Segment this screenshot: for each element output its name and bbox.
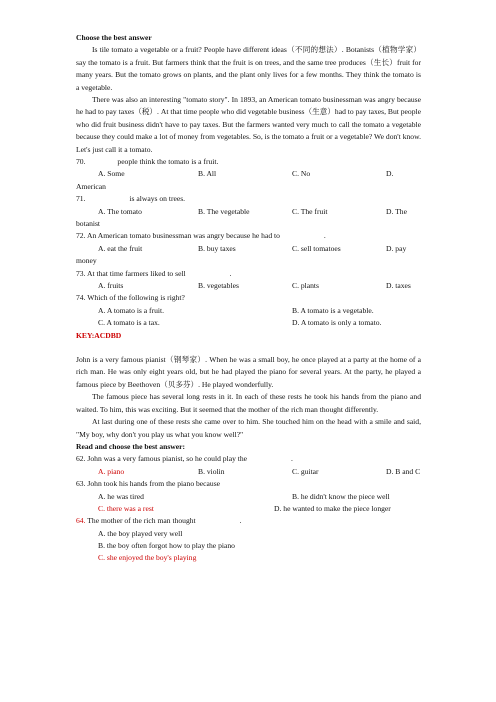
option-a: A. The tomato: [98, 206, 142, 216]
option-a: A. piano: [98, 466, 125, 476]
option-c: C. plants: [292, 281, 320, 291]
option-c: C. The fruit: [292, 206, 328, 216]
question-64: 64. The mother of the rich man thought .: [76, 516, 242, 526]
question-73: 73. At that time farmers liked to sell .: [76, 268, 232, 278]
option-c: C. guitar: [292, 466, 319, 476]
option-a: A. the boy played very well: [98, 528, 183, 538]
question-74: 74. Which of the following is right?: [76, 293, 185, 303]
option-a: A. he was tired: [98, 491, 144, 501]
options-74-row1: [76, 305, 421, 317]
option-c: C. sell tomatoes: [292, 243, 341, 253]
option-d: D. B and C: [386, 466, 421, 476]
section-heading-1: Choose the best answer: [76, 33, 152, 42]
option-d: D. A tomato is only a tomato.: [292, 318, 382, 328]
option-b: B. the boy often forgot how to play the piano: [98, 541, 235, 551]
option-d-wrap: American: [76, 181, 106, 191]
answer-key: KEY:ACDBD: [76, 330, 122, 340]
option-d: D. he wanted to make the piece longer: [274, 503, 391, 513]
option-a: A. A tomato is a fruit.: [98, 305, 165, 315]
option-b: B. vegetables: [198, 281, 239, 291]
option-c: C. there was a rest: [98, 503, 154, 513]
option-a: A. eat the fruit: [98, 243, 143, 253]
passage1-paragraph-1: Is tile tomato a vegetable or a fruit? People have different ideas（不同的想法）. Botanists（植物学家）say the tomato is a fruit. But farmers think that the fruit is on trees, and the same tree produces（生长）fruit for many years. But the tomato grows on plants, and the plant only lives for a few months. They think the tomato is a vegetable.: [76, 45, 421, 92]
option-b: B. he didn't know the piece well: [292, 491, 390, 501]
option-d: D.: [386, 169, 394, 179]
option-c: C. A tomato is a tax.: [98, 318, 160, 328]
options-74-row2: [76, 317, 421, 329]
option-b: B. buy taxes: [198, 243, 236, 253]
option-c: C. she enjoyed the boy's playing: [98, 553, 197, 563]
options-72: [76, 243, 421, 255]
option-b: B. A tomato is a vegetable.: [292, 305, 374, 315]
question-62: 62. John was a very famous pianist, so he could play the .: [76, 454, 293, 464]
option-d-wrap: money: [76, 256, 97, 266]
option-d: D. taxes: [386, 281, 411, 291]
options-64-b: [76, 540, 421, 552]
passage2-paragraph-2: The famous piece has several long rests in it. In each of these rests he took his hands from the piano and waited. To him, this was exciting. But it seemed that the mother of the rich man thought differently.: [76, 392, 421, 414]
options-63-row2: [76, 503, 421, 515]
option-d-wrap: botanist: [76, 219, 101, 229]
options-62: [76, 466, 421, 478]
option-a: A. fruits: [98, 281, 124, 291]
option-b: B. The vegetable: [198, 206, 250, 216]
options-70: [76, 168, 421, 180]
option-c: C. No: [292, 169, 311, 179]
options-64-c: [76, 552, 421, 564]
question-70: 70. people think the tomato is a fruit.: [76, 157, 219, 167]
passage2-paragraph-1: John is a very famous pianist（钢琴家）. When he was a small boy, he once played at a party at the home of a rich man. He was only eight years old, but he had played the piano for several years. At the party, he played a famous piece by Beethoven（贝多芬）. He played wonderfully.: [76, 355, 421, 389]
question-71: 71. is always on trees.: [76, 194, 186, 204]
option-b: B. All: [198, 169, 217, 179]
option-d: D. The: [386, 206, 407, 216]
options-71: [76, 206, 421, 218]
question-72: 72. An American tomato businessman was angry because he had to .: [76, 231, 326, 241]
option-a: A. Some: [98, 169, 125, 179]
option-b: B. violin: [198, 466, 225, 476]
options-73: [76, 280, 421, 292]
options-64-a: [76, 528, 421, 540]
document-content: [76, 32, 421, 565]
option-d: D. pay: [386, 243, 407, 253]
section-heading-2: Read and choose the best answer:: [76, 441, 186, 451]
passage2-paragraph-3: At last during one of these rests she came over to him. She touched him on the head with a smile and said, "My boy, why don't you play us what you know well?": [76, 417, 421, 439]
question-63: 63. John took his hands from the piano because: [76, 479, 221, 489]
options-63-row1: [76, 491, 421, 503]
passage1-paragraph-2: There was also an interesting "tomato story". In 1893, an American tomato businessman was angry because he had to pay taxes（税）. At that time people who did vegetable business（生意）had to pay taxes, But people who did fruit business didn't have to pay taxes. But the farmers wanted very much to call the tomato a vegetable because they could make a lot of money from vegetables. So, is the tomato a fruit or a vegetable? We don't know. Let's just call it a tomato.: [76, 95, 421, 154]
